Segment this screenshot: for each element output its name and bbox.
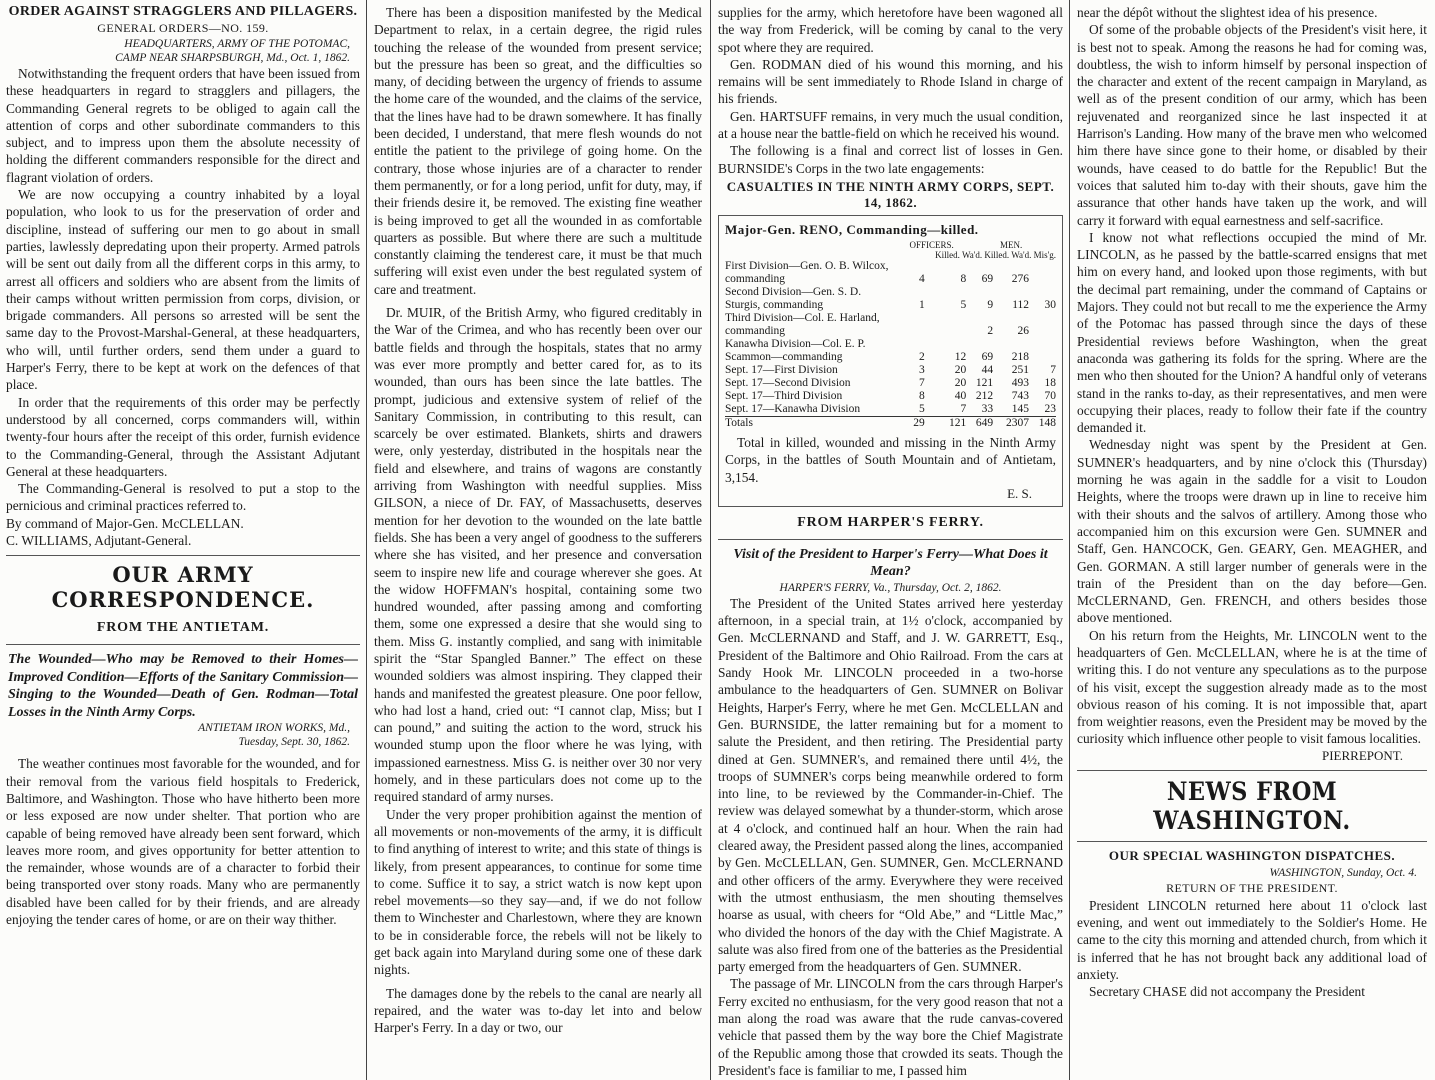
wounded-paragraph: There has been a disposition manifested by the Medical Department to relax, in a certain degree, the rigid rules touching the release of the wounded from present service; but the pressure has been so great, and the difficulties so many, of deciding between the urgency of friends to assume the home care of the wounded, and the claims of the service, that the lines have had to be drawn somewhere. It has finally been decided, I understand, that mere flesh wounds do not entitle the patient to the privilege of going home. On the contrary, those whose injuries are of a character to render them permanently, or for a long period, unfit for duty, may, if their friends desire it, be removed. The existing fine weather is being improved to get all the wounded in as comfortable quarters as possible. But where there are such a multitude constantly claiming the tenderest care, it must be that much suffering will exist even under the best regulated system of care and treatment. (374, 5, 702, 297)
column-rule (1069, 0, 1070, 1080)
order-paragraph: The Commanding-General is resolved to put a stop to the pernicious and criminal practices referred to. (6, 481, 360, 514)
antietam-title: FROM THE ANTIETAM. (96, 620, 270, 636)
rodman-paragraph: Gen. RODMAN died of his wound this morning, and his remains will be sent immediately to Rhode Island in charge of his friends. (718, 56, 1063, 107)
table-row: Sept. 17—Third Division 8 40 212 743 70 (725, 389, 1056, 402)
column-4 (1071, 0, 1433, 1080)
totals-paragraph: Total in killed, wounded and missing in the Ninth Army Corps, in the battles of South Mountain and of Antietam, 3,154. (725, 434, 1056, 485)
column-1 (0, 0, 366, 1080)
table-row: First Division—Gen. O. B. Wilcox, commanding 4 8 69 276 (725, 259, 1030, 285)
antietam-paragraph: The weather continues most favorable for the wounded, and for their removal from the various field hospitals to Frederick, Baltimore, and Washington. Those who have hitherto been more or less exposed are now under shelter. That portion who are capable of being removed have already been sent forward, which leaves more room, and gives opportunity for better attention to the remainder, whose wounds are of a character to forbid their being transported over stony roads. Many who are permanently disabled have been called for by their friends, and are already enjoying the tender cares of home, or are on their way thither. (6, 756, 360, 927)
order-paragraph: Notwithstanding the frequent orders that have been issued from these headquarters in regard to stragglers and pillagers, the Commanding General regrets to be obliged to again call the attention of corps and other subordinate commanders to this subject, and to impress upon them the absolute necessity of holding the different commanders responsible for the direct and flagrant violation of orders. (6, 66, 360, 185)
divider (1077, 841, 1427, 842)
order-title: ORDER AGAINST STRAGGLERS AND PILLAGERS. (8, 4, 358, 19)
table-header-row (725, 250, 1056, 260)
initials: E. S. (1007, 485, 1032, 501)
adjutant-signature: C. WILLIAMS, Adjutant-General. (6, 533, 192, 549)
dispatches-title: OUR SPECIAL WASHINGTON DISPATCHES. (1108, 847, 1396, 863)
casualties-title: CASUALTIES IN THE NINTH ARMY CORPS, SEPT. 14, 1862. (726, 178, 1055, 210)
antietam-dateline: Tuesday, Sept. 30, 1862. (238, 736, 350, 749)
column-3 (712, 0, 1069, 1080)
supplies-paragraph: supplies for the army, which heretofore have been wagoned all the way from Frederick, will be coming by canal to the very spot where they are required. (718, 5, 1063, 55)
antietam-dateline: ANTIETAM IRON WORKS, Md., (198, 722, 350, 735)
news-title: NEWS FROM WASHINGTON. (1153, 776, 1351, 835)
pierrepont-signature: PIERREPONT. (1321, 747, 1403, 763)
antietam-deck: The Wounded—Who may be Removed to their Homes—Improved Condition—Efforts of the Sanitary Commission—Singing to the Wounded—Death of Gen. Rodman—Total Losses in the Ninth Army Corps. (8, 652, 358, 720)
visit-paragraph: The President of the United States arrived here yesterday afternoon, in a special train, at 1½ o'clock, accompanied by Gen. McCLERNAND and Staff, and J. W. GARRETT, Esq., President of the Baltimore and Ohio Railroad. From the cars at Sandy Hook Mr. LINCOLN proceeded in a two-horse ambulance to the headquarters of Gen. SUMNER on Bolivar Heights, Harper's Ferry, where he met Gen. McCLELLAN and Gen. BURNSIDE, the latter remaining but for a moment to salute the President, and then retiring. The Presidential party dined at Gen. SUMNER's, and remained there until 4½, the troops of SUMNER's corps being meanwhile ordered to form into line, to be reviewed by the Commander-in-Chief. The review was delayed somewhat by a thunder-storm, which arose at 4 o'clock, and continued half an hour. When the rain had cleared away, the President passed along the lines, accompanied by Gen. McCLELLAN, Gen. SUMNER, Gen. McCLERNAND and other officers of the army. Everywhere they were received with the utmost enthusiasm, the men shouting themselves hoarse as usual, with cheers for “Old Abe,” and “Little Mac,” who divided the honors of the day with the Chief Magistrate. A salute was also fired from one of the batteries as the Presidential party emerged from the headquarters of Gen. SUMNER. (718, 595, 1063, 975)
by-command: By command of Major-Gen. McCLELLAN. (6, 515, 244, 531)
reno-line: Major-Gen. RENO, Commanding—killed. (725, 221, 979, 237)
visit-deck: Visit of the President to Harper's Ferry—What Does it Mean? (733, 546, 1048, 580)
hartsuff-paragraph: Gen. HARTSUFF remains, in very much the usual condition, at a house near the battle-field on which he received his wound. (718, 108, 1063, 142)
table-total-row: Totals 29 121 649 2307 148 (725, 416, 1056, 429)
muir-paragraph: Dr. MUIR, of the British Army, who figured creditably in the War of the Crimea, and who has recently been over our battle fields and through the hospitals, states that no army was ever more promptly and better cared for, as to its wounded, than ours has been since the late battles. The prompt, judicious and extensive system of relief of the Sanitary Commission, in contributing to this result, can scarcely be over estimated. Blankets, shirts and drawers were, only yesterday, distributed in the hospitals near the field and elsewhere, and trains of wagons are constantly arriving from Washington with needful supplies. Miss GILSON, a niece of Dr. FAY, of Massachusetts, deserves mention for her devotion to the wounded on the late battle fields. She has been a very angel of goodness to the sufferers where she has visited, and her presence and conversation seem to inspire new life and courage wherever she goes. At the widow HOFFMAN's hospital, containing some two hundred wounded, after passing among and comforting them, some one expressed a desire that she would sing to them. Miss G. instantly complied, and sang with inimitable spirit the “Star Spangled Banner.” The effect on these wounded soldiers was almost inspiring. They clapped their hands and manifested the greatest pleasure. One poor fellow, who had lost a hand, cried out: “I cannot clap, Miss; but I can pound,” and suiting the action to the word, struck his wounded stump upon the floor where he was lying, with impassioned earnestness. Miss G. is neither over 30 nor very homely, and in these particulars does not come up to the required standard of army nurses. (374, 305, 702, 805)
column-2 (368, 0, 708, 1080)
column-rule (710, 0, 711, 1080)
table-header-row (725, 240, 1056, 250)
table-row: Third Division—Col. E. Harland, commanding 2 26 (725, 311, 1030, 337)
table-row: Sept. 17—Kanawha Division 5 7 33 145 23 (725, 402, 1056, 415)
casualties-box (718, 215, 1063, 507)
movements-paragraph: Under the very proper prohibition against the mention of all movements or non-movements of the army, it is difficult to find anything of interest to write; and this state of things is likely, from present appearances, to continue for some time to come. Suffice it to say, a strict watch is now kept upon rebel movements—so they say—and, if we do not follow them to Winchester and Charlestown, where they are known to be in considerable force, the rebels will not be likely to get back again into Maryland during some one of these dark nights. (374, 806, 702, 978)
divider (1077, 770, 1427, 771)
columns-header: Killed. Wa'd. Killed. Wa'd. Mis'g. (935, 249, 1056, 260)
washington-dateline: WASHINGTON, Sunday, Oct. 4. (1269, 866, 1417, 879)
return-paragraph: President LINCOLN returned here about 11 o'clock last evening, and went out immediately to the Soldier's Home. He came to the city this morning and attended church, from which it is inferred that he has not brought back any additional load of anxiety. (1077, 897, 1427, 982)
depot-paragraph: near the dépôt without the slightest idea of his presence. (1077, 5, 1378, 20)
table-row: Sept. 17—Second Division 7 20 121 493 18 (725, 376, 1056, 389)
camp-line: CAMP NEAR SHARPSBURGH, Md., Oct. 1, 1862. (115, 52, 350, 64)
officers-header: OFFICERS. (909, 239, 954, 250)
wednesday-paragraph: Wednesday night was spent by the President at Gen. SUMNER's headquarters, and by nine o'clock this (Thursday) morning he was again in the saddle for a visit to Loudon Heights, where the troops were drawn up in line to receive him with their shouts and the salvos of artillery. Among those who accompanied him on this excursion were Gen. SUMNER and Staff, Gen. HANCOCK, Gen. GEARY, Gen. MEAGHER, and Gen. GORMAN. A still larger number of generals were in the train of the President than on the day before—Gen. McCLERNAND, Gen. FRENCH, and others besides those above mentioned. (1077, 437, 1427, 626)
general-orders: GENERAL ORDERS—NO. 159. (97, 21, 269, 35)
visit-dateline: HARPER'S FERRY, Va., Thursday, Oct. 2, 1862. (779, 581, 1002, 594)
canal-paragraph: The damages done by the rebels to the canal are nearly all repaired, and the water was to-day let into and below Harper's Ferry. In a day or two, our (374, 985, 702, 1036)
casualties-table (725, 240, 1056, 430)
divider (6, 555, 360, 556)
return-heights-paragraph: On his return from the Heights, Mr. LINCOLN went to the headquarters of Gen. McCLELLAN, where he is at the time of writing this. I do not venture any speculations as to the purpose of his visit, except the suggestion already made as to the most obvious reason of his coming. It is not impossible that, apart from weightier reasons, even the President may be moved by the curiosity which influence other people to visit famous localities. (1077, 627, 1427, 747)
harpers-ferry-title: FROM HARPER'S FERRY. (797, 514, 984, 530)
visit-paragraph: The passage of Mr. LINCOLN from the cars through Harper's Ferry excited no enthusiasm, for the very good reason that not a man along the road was aware that the rude canvas-covered vehicle that passed them by the way bore the Chief Magistrate of the Republic among those that crowded its seats. Though the President's face is familiar to me, I passed him (718, 976, 1063, 1078)
divider (718, 539, 1063, 540)
chase-paragraph: Secretary CHASE did not accompany the President (1089, 984, 1365, 1000)
divider (6, 644, 360, 645)
table-row: Kanawha Division—Col. E. P. Scammon—commanding 2 12 69 218 (725, 337, 1030, 363)
table-row: Sept. 17—First Division 3 20 44 251 7 (725, 363, 1056, 376)
table-row: Second Division—Gen. S. D. Sturgis, commanding 1 5 9 112 30 (725, 285, 1056, 311)
reflections-paragraph: I know not what reflections occupied the mind of Mr. LINCOLN, as he passed by the battle-scarred ensigns that met him on every hand, and looked upon those regiments, with but the decimal part remaining, under the command of Captains or Majors. They could not but recall to me the experience the Army of the Potomac has passed through since the days of these Presidential reviews before Washington, when the great anaconda was gathering its folds for the spring. Where are the men who then shouted for the Union? A handful only of veterans stand in the ranks to-day, as their representatives, and men were occupying their places, ready to follow their fate if the country demanded it. (1077, 229, 1427, 436)
objects-paragraph: Of some of the probable objects of the President's visit here, it is best not to speak. Among the reasons he had for coming was, doubtless, the wish to inform himself by personal inspection of the character and extent of the recent campaign in Maryland, as well as of the present condition of our army, which has been rejuvenated and reorganized since he last inspected it at Harrison's Landing. How many of the brave men who welcomed him there have since gone to their home, or disabled by their wounds, have ceased to do battle for the Republic! But the voices that saluted him to-day with their shouts, gave him the assurance that other hands have taken up the work, and will carry it forward with equal earnestness and self-sacrifice. (1077, 22, 1427, 228)
correspondence-title: OUR ARMY CORRESPONDENCE. (51, 562, 315, 613)
order-paragraph: We are now occupying a country inhabited by a loyal population, who look to us for the preservation of order and discipline, instead of suffering our men to go about in small parties, lawlessly depredating upon their property. Armed patrols will be sent out daily from all the different corps in this army, to arrest all officers and soldiers who are absent from the limits of their camps without written permission from corps, division, or brigade commanders. All persons so arrested will be sent the same day to the Provost-Marshal-General, at these headquarters, who will, until further orders, send them under a guard to Harper's Ferry, there to be kept at work on the defences of that place. (6, 187, 360, 393)
men-header: MEN. (999, 239, 1023, 250)
column-rule (366, 0, 367, 1080)
return-heading: RETURN OF THE PRESIDENT. (1166, 880, 1338, 895)
headquarters-line: HEADQUARTERS, ARMY OF THE POTOMAC, (124, 38, 350, 50)
order-paragraph: In order that the requirements of this order may be perfectly understood by all concerned, corps commanders will, within twenty-four hours after the receipt of this order, furnish evidence to the Commanding-General, through the Assistant Adjutant General at these headquarters. (6, 394, 360, 479)
losses-intro: The following is a final and correct list of losses in Gen. BURNSIDE's Corps in the two late engagements: (718, 143, 1063, 176)
